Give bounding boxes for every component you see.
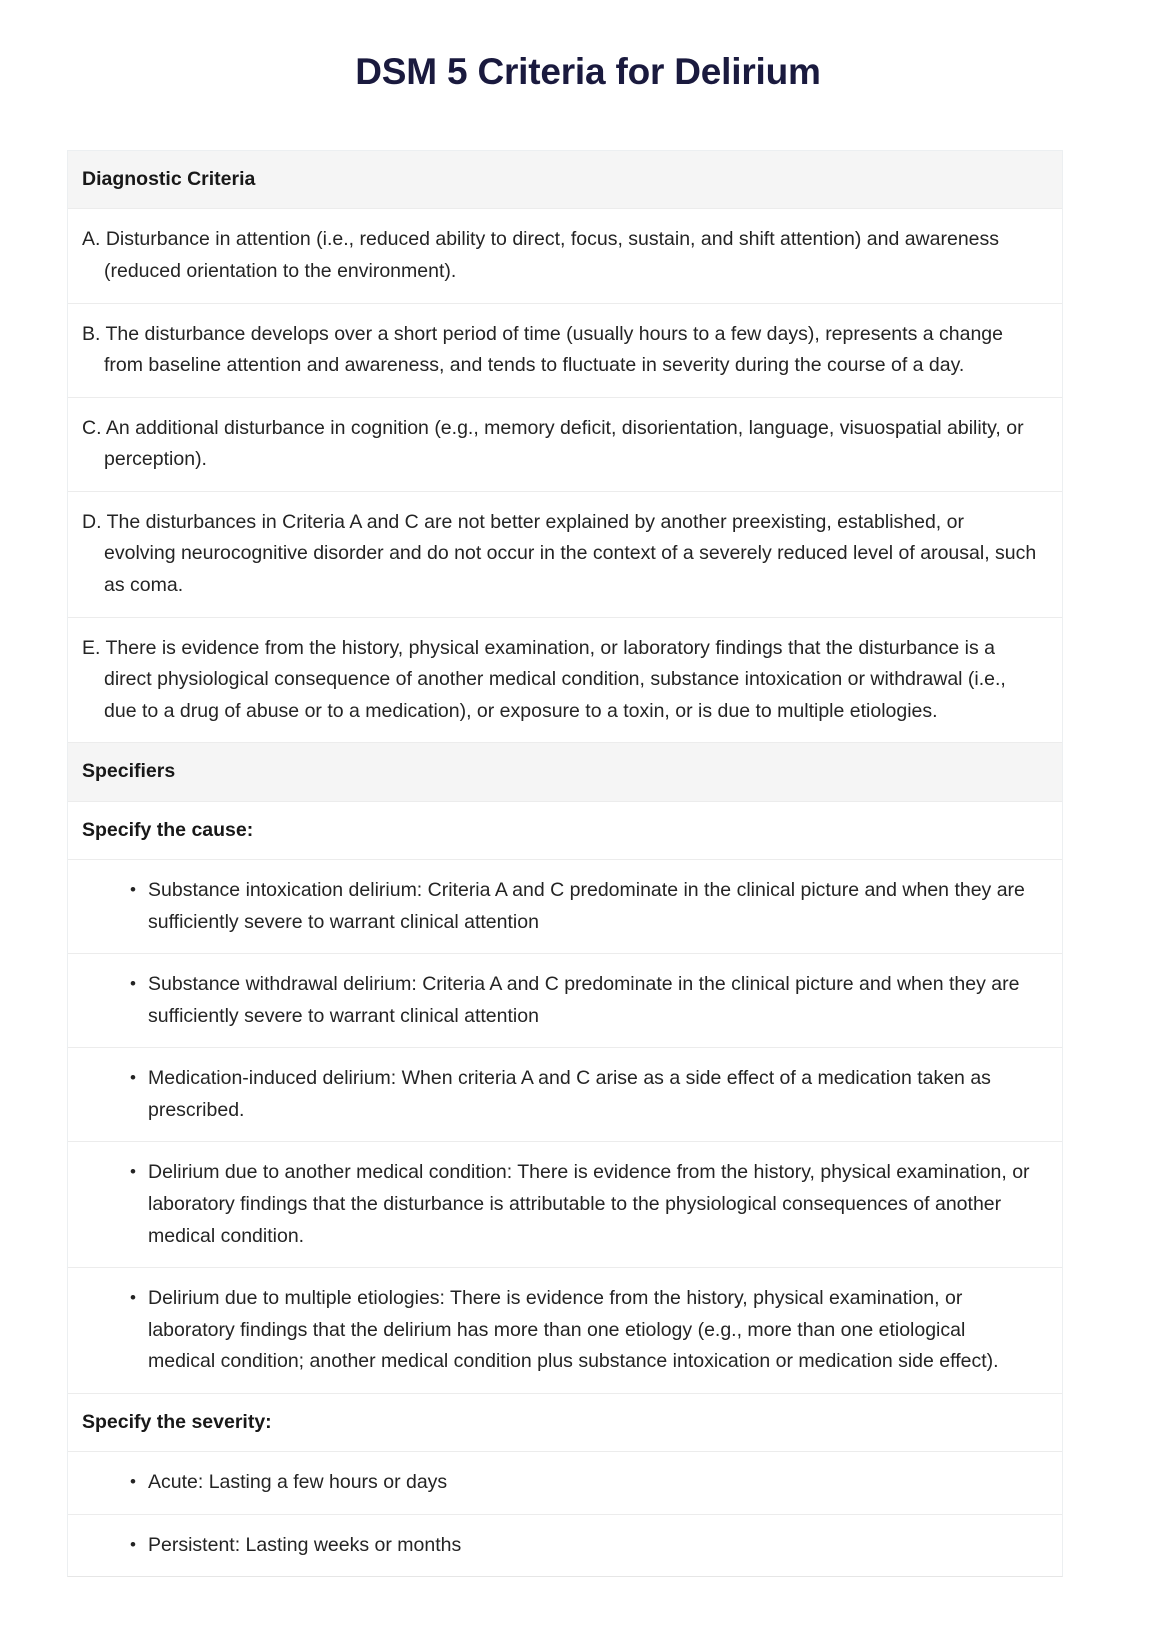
table-row-criterion-c — [68, 398, 1062, 492]
bullet-text: • Delirium due to another medical condition: There is evidence from the history, physical examination, or laboratory findings that the disturbance is attributable to the physiological consequences of another medical condition. — [82, 1157, 1036, 1252]
list-item-substance-withdrawal — [68, 954, 1062, 1048]
bullet-text: • Substance withdrawal delirium: Criteria A and C predominate in the clinical picture and when they are sufficiently severe to warrant clinical attention — [82, 969, 1036, 1032]
list-item-multiple-etiologies — [68, 1268, 1062, 1394]
criterion-b-text: B. The disturbance develops over a short period of time (usually hours to a few days), represents a change from baseline attention and awareness, and tends to fluctuate in severity during the course of a day. — [82, 322, 1003, 377]
subsection-header-specify-the-cause: Specify the cause: — [68, 802, 1062, 860]
list-item-substance-intoxication — [68, 860, 1062, 954]
list-item-another-medical-condition — [68, 1142, 1062, 1268]
list-item-persistent — [68, 1515, 1062, 1577]
section-header-specifiers: Specifiers — [68, 743, 1062, 801]
list-item-acute — [68, 1452, 1062, 1515]
bullet-text: • Medication-induced delirium: When criteria A and C arise as a side effect of a medication taken as prescribed. — [82, 1063, 1036, 1126]
page-title: DSM 5 Criteria for Delirium — [355, 51, 821, 92]
bullet-text: • Persistent: Lasting weeks or months — [82, 1530, 1036, 1562]
section-header-diagnostic-criteria: Diagnostic Criteria — [68, 151, 1062, 209]
criterion-c-text: C. An additional disturbance in cognition (e.g., memory deficit, disorientation, language, visuospatial ability, or perception). — [82, 416, 1024, 471]
bullet-text: • Delirium due to multiple etiologies: There is evidence from the history, physical examination, or laboratory findings that the delirium has more than one etiology (e.g., more than one etiological medical condition; another medical condition plus substance intoxication or medication side effect). — [82, 1283, 1036, 1378]
criterion-e-text: E. There is evidence from the history, physical examination, or laboratory findings that the disturbance is a direct physiological consequence of another medical condition, substance intoxication or withdrawal (i.e., due to a drug of abuse or to a medication), or exposure to a toxin, or is due to multiple etiologies. — [82, 636, 1006, 722]
criterion-a-text: A. Disturbance in attention (i.e., reduced ability to direct, focus, sustain, and shift attention) and awareness (reduced orientation to the environment). — [82, 228, 1000, 282]
table-row-criterion-a — [68, 209, 1062, 303]
criterion-d-text: D. The disturbances in Criteria A and C are not better explained by another preexisting, established, or evolving neurocognitive disorder and do not occur in the context of a severely reduced level of arousal, such as coma. — [82, 510, 1037, 596]
criteria-table — [67, 150, 1063, 1577]
list-item-medication-induced — [68, 1048, 1062, 1142]
bullet-text: • Acute: Lasting a few hours or days — [82, 1467, 1036, 1499]
subsection-header-specify-the-severity: Specify the severity: — [68, 1394, 1062, 1452]
table-row-criterion-e — [68, 618, 1062, 744]
table-row-criterion-b — [68, 304, 1062, 398]
bullet-text: • Substance intoxication delirium: Criteria A and C predominate in the clinical picture and when they are sufficiently severe to warrant clinical attention — [82, 875, 1036, 938]
table-row-criterion-d — [68, 492, 1062, 618]
